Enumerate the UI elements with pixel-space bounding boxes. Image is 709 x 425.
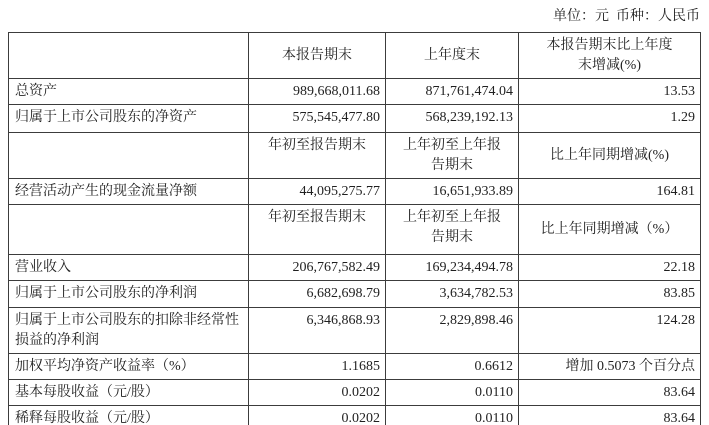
table-row bbox=[9, 79, 701, 105]
table-header-row bbox=[9, 33, 701, 79]
cell-prior-period-header: 上年初至上年报告期末 bbox=[386, 205, 519, 255]
cell-change: 22.18 bbox=[519, 255, 701, 281]
cell-indicator-label bbox=[9, 33, 249, 79]
cell-prior-period: 3,634,782.53 bbox=[386, 281, 519, 308]
cell-current-period: 6,346,868.93 bbox=[249, 308, 386, 354]
table-row bbox=[9, 255, 701, 281]
table-subheader-row bbox=[9, 205, 701, 255]
cell-indicator-label: 归属于上市公司股东的净利润 bbox=[9, 281, 249, 308]
cell-indicator-label: 总资产 bbox=[9, 79, 249, 105]
cell-prior-period: 0.6612 bbox=[386, 354, 519, 380]
cell-indicator-label bbox=[9, 205, 249, 255]
table-row bbox=[9, 105, 701, 133]
cell-current-period-header: 年初至报告期末 bbox=[249, 133, 386, 179]
cell-change: 1.29 bbox=[519, 105, 701, 133]
table-subheader-row bbox=[9, 133, 701, 179]
cell-change: 83.85 bbox=[519, 281, 701, 308]
cell-change: 124.28 bbox=[519, 308, 701, 354]
cell-indicator-label: 归属于上市公司股东的扣除非经常性损益的净利润 bbox=[9, 308, 249, 354]
cell-indicator-label: 营业收入 bbox=[9, 255, 249, 281]
cell-change: 13.53 bbox=[519, 79, 701, 105]
cell-prior-period: 0.0110 bbox=[386, 380, 519, 406]
cell-prior-period-header: 上年度末 bbox=[386, 33, 519, 79]
cell-current-period-header: 本报告期末 bbox=[249, 33, 386, 79]
cell-current-period: 206,767,582.49 bbox=[249, 255, 386, 281]
cell-change: 83.64 bbox=[519, 406, 701, 425]
cell-change: 增加 0.5073 个百分点 bbox=[519, 354, 701, 380]
cell-prior-period: 169,234,494.78 bbox=[386, 255, 519, 281]
cell-prior-period: 871,761,474.04 bbox=[386, 79, 519, 105]
cell-current-period: 575,545,477.80 bbox=[249, 105, 386, 133]
table-row bbox=[9, 354, 701, 380]
table-row bbox=[9, 380, 701, 406]
cell-indicator-label: 稀释每股收益（元/股） bbox=[9, 406, 249, 425]
table-row bbox=[9, 281, 701, 308]
cell-indicator-label bbox=[9, 133, 249, 179]
cell-prior-period: 16,651,933.89 bbox=[386, 179, 519, 205]
cell-indicator-label: 归属于上市公司股东的净资产 bbox=[9, 105, 249, 133]
cell-current-period: 989,668,011.68 bbox=[249, 79, 386, 105]
cell-current-period: 44,095,275.77 bbox=[249, 179, 386, 205]
cell-change: 83.64 bbox=[519, 380, 701, 406]
cell-indicator-label: 经营活动产生的现金流量净额 bbox=[9, 179, 249, 205]
cell-current-period: 6,682,698.79 bbox=[249, 281, 386, 308]
cell-change-header: 比上年同期增减（%） bbox=[519, 205, 701, 255]
cell-prior-period-header: 上年初至上年报告期末 bbox=[386, 133, 519, 179]
cell-indicator-label: 加权平均净资产收益率（%） bbox=[9, 354, 249, 380]
table-row bbox=[9, 406, 701, 425]
financial-summary-table bbox=[8, 32, 701, 425]
cell-prior-period: 568,239,192.13 bbox=[386, 105, 519, 133]
unit-currency-note: 单位：元 币种：人民币 bbox=[553, 9, 700, 24]
cell-change-header: 比上年同期增减(%) bbox=[519, 133, 701, 179]
cell-current-period-header: 年初至报告期末 bbox=[249, 205, 386, 255]
table-row bbox=[9, 308, 701, 354]
cell-change-header: 本报告期末比上年度末增减(%) bbox=[519, 33, 701, 79]
cell-current-period: 0.0202 bbox=[249, 406, 386, 425]
cell-prior-period: 0.0110 bbox=[386, 406, 519, 425]
cell-prior-period: 2,829,898.46 bbox=[386, 308, 519, 354]
cell-current-period: 0.0202 bbox=[249, 380, 386, 406]
table-row bbox=[9, 179, 701, 205]
cell-indicator-label: 基本每股收益（元/股） bbox=[9, 380, 249, 406]
cell-current-period: 1.1685 bbox=[249, 354, 386, 380]
cell-change: 164.81 bbox=[519, 179, 701, 205]
